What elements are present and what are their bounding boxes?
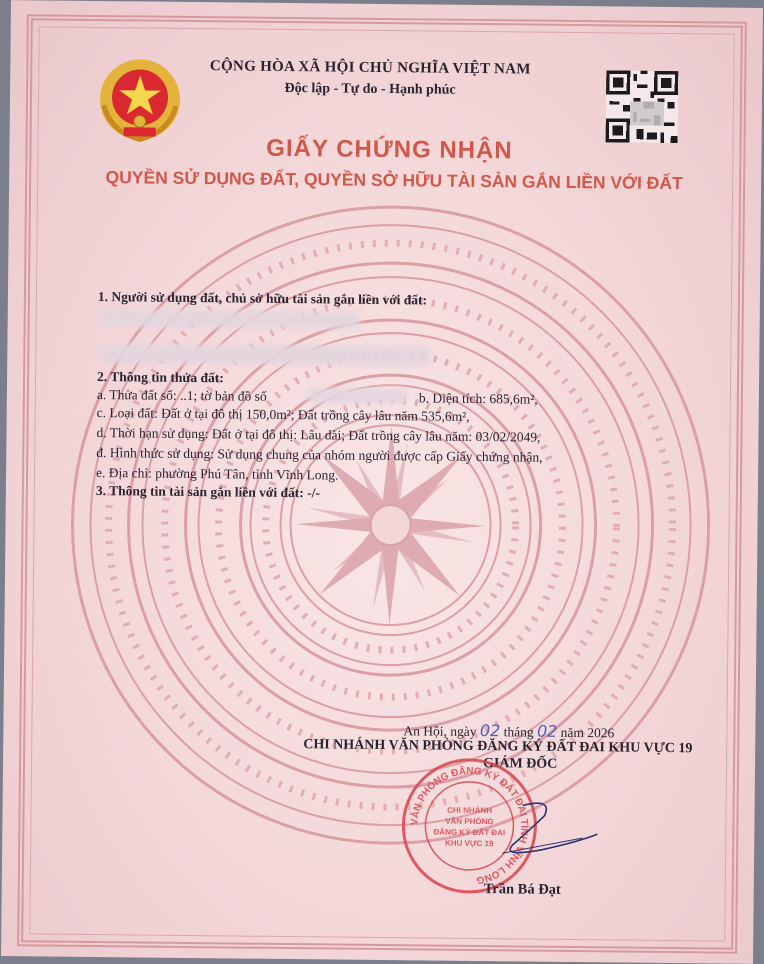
issue-year: năm 2026 [560,724,615,741]
signer-position: GIÁM ĐỐC [482,756,558,772]
stamp-center-line-3: ĐĂNG KÝ ĐẤT ĐAI [433,827,506,838]
issue-month: 02 [536,721,558,741]
stamp-center-line-2: VĂN PHÒNG [445,816,494,827]
certificate-title: GIẤY CHỨNG NHẬN [266,134,513,165]
stamp-center-line-4: KHU VỰC 19 [444,838,494,849]
redacted-owner-name [100,309,360,330]
national-motto: Độc lập - Tự do - Hạnh phúc [284,80,456,98]
certificate-subtitle: QUYỀN SỬ DỤNG ĐẤT, QUYỀN SỞ HỮU TÀI SẢN GẮN LIỀN VỚI ĐẤT [105,167,683,194]
parcel-address: e. Địa chỉ: phường Phú Tân, tỉnh Vĩnh Long. [96,465,339,483]
month-label: tháng [503,724,534,740]
parcel-area: b. Diện tích: 685,6m², [418,390,538,407]
stamp-ring-text: VĂN PHÒNG ĐĂNG KÝ ĐẤT ĐAI TỈNH VĨNH LONG [409,765,530,886]
signer-name: Trần Bá Đạt [483,881,561,898]
usage-form: đ. Hình thức sử dụng: Sử dụng chung của nhóm người được cấp Giấy chứng nhận, [96,445,543,465]
certificate-page [1,0,763,964]
section-3-heading: 3. Thông tin tài sản gắn liền với đất: -/- [95,483,320,501]
redacted-map-sheet [307,387,407,404]
qr-code-icon [606,70,679,143]
issue-place: An Hội, ngày [403,723,477,740]
land-type: c. Loại đất: Đất ở tại đô thị 150,0m²; Đất trồng cây lâu năm 535,6m², [96,405,470,424]
parcel-number: a. Thửa đất số: ..1; tờ bản đồ số [96,387,267,404]
issue-day: 02 [479,721,501,741]
section-1-heading: 1. Người sử dụng đất, chủ sở hữu tài sản gắn liền với đất: [97,289,428,308]
handwritten-signature [482,787,603,868]
usage-term: d. Thời hạn sử dụng: Đất ở tại đô thị: Lâu dài; Đất trồng cây lâu năm: 03/02/2049, [96,425,541,445]
section-2-heading: 2. Thông tin thửa đất: [97,369,224,386]
nation-name: CỘNG HÒA XÃ HỘI CHỦ NGHĨA VIỆT NAM [209,58,531,78]
redacted-owner-details [99,343,429,366]
issuing-office: CHI NHÁNH VĂN PHÒNG ĐĂNG KÝ ĐẤT ĐAI KHU VỰC 19 [303,737,693,757]
stamp-center-line-1: CHI NHÁNH [447,805,493,816]
